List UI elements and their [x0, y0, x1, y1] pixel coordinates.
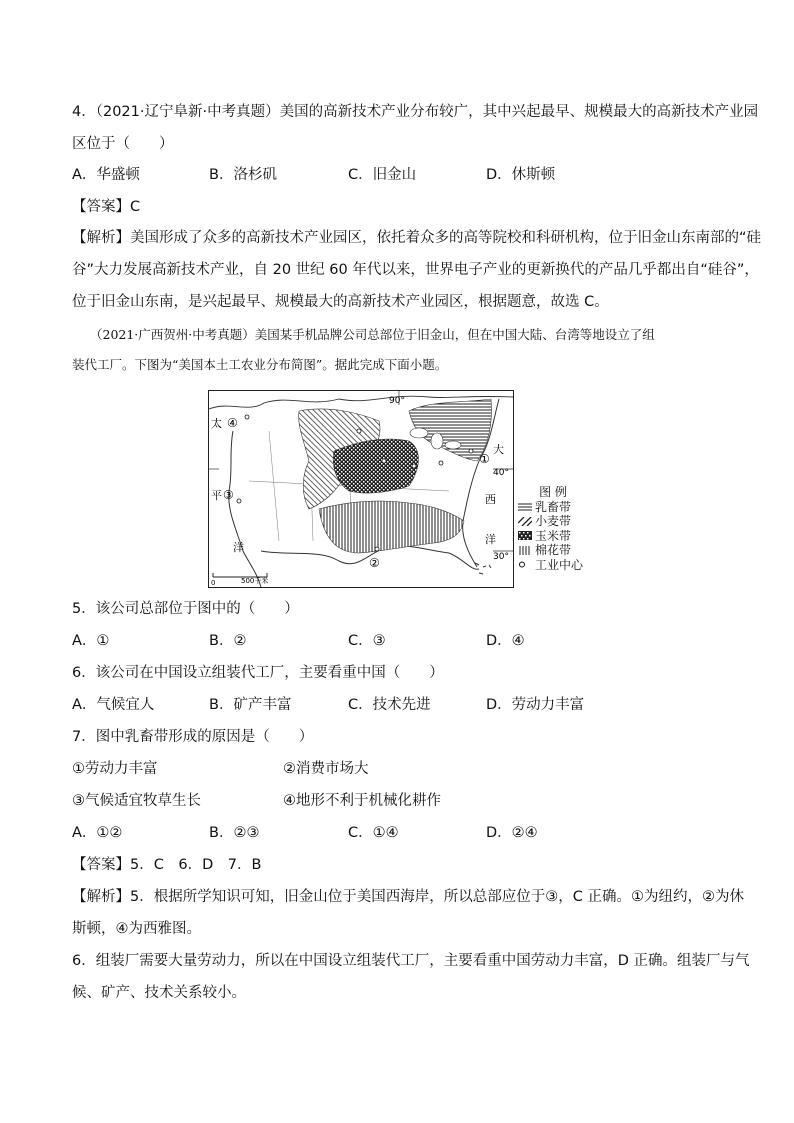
- label-atlantic-1: 大: [493, 443, 504, 456]
- legend-wheat-swatch: [518, 517, 532, 526]
- label-lat-40: 40°: [493, 468, 509, 478]
- industry-center: [439, 461, 443, 465]
- q4-answer: [72, 197, 140, 217]
- marker-2: ②: [369, 556, 380, 570]
- legend-item-dairy: [518, 500, 608, 515]
- cotton-belt-area: [319, 501, 464, 553]
- q7-factor-3: ③气候适宜牧草生长: [72, 793, 201, 809]
- lake-2: [431, 433, 443, 449]
- legend-dairy-label: 乳畜带: [535, 499, 572, 514]
- q4-analysis-line1: 【解析】美国形成了众多的高新技术产业园区，依托着众多的高等院校和科研机构，位于旧金山东南部的“硅: [72, 230, 762, 246]
- q5-option-c: C．③: [348, 633, 386, 649]
- q7-stem: 7．图中乳畜带形成的原因是（ ）: [72, 729, 314, 745]
- q4-analysis-line3: 位于旧金山东南，是兴起最早、规模最大的高新技术产业园区，根据题意，故选 C。: [72, 294, 609, 310]
- q6-option-a: A．气候宜人: [72, 697, 155, 713]
- q4-answer-value: C: [130, 199, 141, 215]
- q4-stem-line1: 4．（2021·辽宁阜新·中考真题）美国的高新技术产业分布较广，其中兴起最早、规模最大的高新技术产业园: [72, 104, 759, 120]
- q6-stem: 6．该公司在中国设立组装代工厂，主要看重中国（ ）: [72, 665, 444, 681]
- legend-corn-label: 玉米带: [535, 528, 572, 543]
- q4-option-c: C．旧金山: [348, 167, 417, 183]
- q7-option-c: C．①④: [348, 825, 399, 841]
- answers-label: 【答案】: [72, 857, 130, 873]
- label-lat-30: 30°: [493, 552, 509, 562]
- q5-analysis-line1: 【解析】5．根据所学知识可知，旧金山位于美国西海岸，所以总部应位于③，C 正确。①为纽约，②为休: [72, 889, 744, 905]
- q5-stem: 5．该公司总部位于图中的（ ）: [72, 601, 299, 617]
- q7-factor-4: ④地形不利于机械化耕作: [283, 793, 441, 809]
- legend-dairy-swatch: [518, 502, 532, 511]
- q7-factor-2: ②消费市场大: [283, 761, 369, 777]
- intro-line1: （2021·广西贺州·中考真题）美国某手机品牌公司总部位于旧金山，但在中国大陆、台湾等地设立了组: [90, 327, 655, 342]
- legend-title: 图 例: [539, 485, 567, 499]
- legend-corn-swatch: [518, 531, 532, 540]
- q7-option-b: B．②③: [209, 825, 260, 841]
- answers-text: 5．C 6．D 7．B: [130, 857, 262, 873]
- industry-center: [469, 449, 473, 453]
- intro-line2: 装代工厂。下图为“美国本土工农业分布简图”。据此完成下面小题。: [72, 357, 448, 372]
- q4-option-a: A．华盛顿: [72, 167, 140, 183]
- q5-option-a: A．①: [72, 633, 110, 649]
- map-legend: [518, 485, 608, 572]
- marker-1: ①: [479, 452, 490, 466]
- q4-stem-line2: 区位于（ ）: [72, 136, 174, 152]
- label-atlantic-2: 西: [485, 493, 496, 506]
- q7-option-d: D．②④: [486, 825, 538, 841]
- industry-center: [382, 459, 386, 463]
- q5-option-d: D．④: [486, 633, 525, 649]
- legend-cotton-label: 棉花带: [535, 543, 572, 557]
- q6-option-b: B．矿产丰富: [209, 697, 292, 713]
- q6-option-c: C．技术先进: [348, 697, 431, 713]
- legend-wheat-label: 小麦带: [535, 514, 572, 528]
- label-pacific-3: 洋: [233, 541, 244, 554]
- industry-center: [412, 464, 416, 468]
- legend-industry-label: 工业中心: [535, 557, 584, 572]
- legend-item-wheat: [518, 514, 608, 529]
- west-coast: [229, 431, 261, 587]
- q4-analysis-line2: 谷”大力发展高新技术产业，自 20 世纪 60 年代以来，世界电子产业的更新换代的产品几乎都出自“硅谷”，: [72, 262, 759, 278]
- marker-3: ③: [223, 488, 234, 502]
- q4-option-b: B．洛杉矶: [209, 167, 277, 183]
- caribbean-islands: [475, 563, 491, 574]
- legend-item-cotton: [518, 543, 608, 558]
- legend-item-corn: [518, 529, 608, 544]
- q4-answer-label: 【答案】: [72, 199, 130, 215]
- legend-industry-swatch: [518, 560, 532, 569]
- industry-center: [237, 499, 241, 503]
- marker-4: ④: [227, 416, 238, 430]
- label-atlantic-3: 洋: [485, 533, 496, 546]
- us-agri-industry-map: [208, 390, 514, 588]
- q7-option-a: A．①②: [72, 825, 123, 841]
- industry-center: [357, 429, 361, 433]
- q4-option-d: D．休斯顿: [486, 167, 556, 183]
- scale-500: 500千米: [241, 577, 269, 585]
- industry-center: [375, 547, 379, 551]
- q5-analysis-line2: 斯顿，④为西雅图。: [72, 921, 201, 937]
- legend-cotton-swatch: [518, 546, 532, 555]
- q6-analysis-line1: 6．组装厂需要大量劳动力，所以在中国设立组装代工厂，主要看重中国劳动力丰富，D 正确。组装厂与气: [72, 953, 750, 969]
- legend-item-industry: [518, 558, 608, 573]
- q7-factor-1: ①劳动力丰富: [72, 761, 158, 777]
- q6-analysis-line2: 候、矿产、技术关系较小。: [72, 985, 246, 1001]
- corn-belt-area: [333, 439, 418, 493]
- label-lon-90: 90°: [389, 396, 405, 406]
- answers-5-7: [72, 855, 261, 875]
- q6-option-d: D．劳动力丰富: [486, 697, 585, 713]
- label-pacific-2: 平: [211, 489, 222, 502]
- q5-option-b: B．②: [209, 633, 247, 649]
- lake-3: [445, 441, 461, 449]
- map-svg: [209, 391, 513, 587]
- industry-center: [245, 415, 249, 419]
- label-pacific-1: 太: [211, 417, 222, 430]
- lake-1: [410, 428, 428, 438]
- scale-0: 0: [211, 579, 216, 587]
